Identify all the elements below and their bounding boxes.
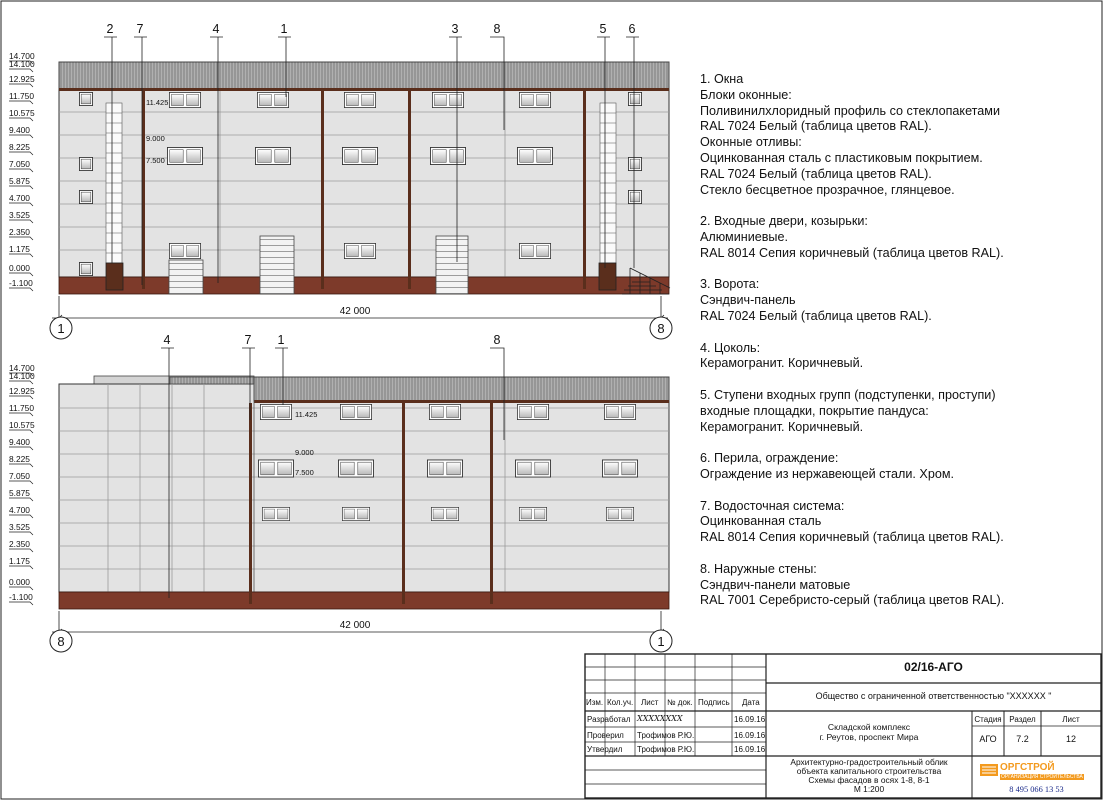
callout-number: 5 bbox=[599, 22, 607, 36]
height-mark: 9.000 bbox=[295, 448, 314, 457]
callout-number: 3 bbox=[451, 22, 459, 36]
organization: Общество с ограниченной ответственностью "XXXXXX " bbox=[815, 691, 1052, 701]
level-label: 4.700 bbox=[9, 193, 30, 203]
stage-header: Стадия bbox=[974, 715, 1002, 724]
role-approver: Утвердил bbox=[587, 745, 623, 754]
doc-code: 02/16-АГО bbox=[904, 660, 963, 674]
eave bbox=[254, 400, 669, 403]
elevation-top bbox=[9, 22, 672, 339]
col-data: Дата bbox=[742, 698, 760, 707]
level-label: 14.700 bbox=[9, 51, 35, 61]
legend-item bbox=[700, 214, 1095, 261]
legend-line: Поливинилхлоридный профиль со стеклопакетами bbox=[700, 103, 1000, 118]
col-podp: Подпись bbox=[698, 698, 730, 707]
legend-line: RAL 7024 Белый (таблица цветов RAL). bbox=[700, 119, 932, 134]
level-label: -1.100 bbox=[9, 592, 33, 602]
legend-line: 8. Наружные стены: bbox=[700, 561, 817, 576]
level-label: 3.525 bbox=[9, 210, 30, 220]
legend-line: RAL 7024 Белый (таблица цветов RAL). bbox=[700, 308, 932, 323]
level-label: 14.700 bbox=[9, 363, 35, 373]
name-approver: Трофимов Р.Ю. bbox=[637, 745, 695, 754]
level-label: 4.700 bbox=[9, 505, 30, 515]
axis-label: 8 bbox=[657, 321, 665, 336]
callout-number: 2 bbox=[106, 22, 114, 36]
callout-number: 8 bbox=[493, 22, 501, 36]
dimension-value: 42 000 bbox=[339, 306, 371, 317]
legend-line: 4. Цоколь: bbox=[700, 340, 761, 355]
height-mark: 11.425 bbox=[146, 98, 169, 107]
object-name: Складской комплекс bbox=[827, 722, 911, 732]
height-mark: 7.500 bbox=[146, 156, 165, 165]
level-label: 8.225 bbox=[9, 454, 30, 464]
axis-label: 1 bbox=[57, 321, 65, 336]
legend-line: 6. Перила, ограждение: bbox=[700, 451, 839, 466]
legend-line: Керамогранит. Коричневый. bbox=[700, 356, 864, 371]
drawing-desc-1: Архитектурно-градостроительный облик bbox=[790, 757, 948, 767]
legend-line: Оконные отливы: bbox=[700, 135, 802, 150]
roof bbox=[59, 62, 669, 89]
role-developer: Разработал bbox=[587, 715, 631, 724]
legend-line: Сэндвич-панель bbox=[700, 293, 796, 308]
date-approver: 16.09.16 bbox=[734, 745, 766, 754]
callout-number: 7 bbox=[136, 22, 144, 36]
legend-item bbox=[700, 72, 1095, 198]
legend-item bbox=[700, 388, 1095, 435]
gate-3 bbox=[436, 236, 468, 294]
level-label: 11.750 bbox=[9, 403, 34, 413]
legend-line: 5. Ступени входных групп (подступенки, проступи) bbox=[700, 387, 996, 402]
dimension-value: 42 000 bbox=[339, 620, 371, 631]
level-label: 5.875 bbox=[9, 176, 30, 186]
height-mark: 9.000 bbox=[146, 134, 165, 143]
company-phone: 8 495 066 13 53 bbox=[1009, 785, 1064, 794]
gate-1 bbox=[169, 260, 203, 294]
col-ndok: № док. bbox=[667, 698, 693, 707]
name-developer: XXXXXXXX bbox=[637, 714, 683, 723]
legend-line: RAL 8014 Сепия коричневый (таблица цветов RAL). bbox=[700, 530, 1004, 545]
legend-line: входные площадки, покрытие пандуса: bbox=[700, 403, 929, 418]
plinth bbox=[59, 592, 669, 609]
col-list: Лист bbox=[641, 698, 659, 707]
plinth bbox=[59, 277, 669, 294]
level-label: 12.925 bbox=[9, 386, 35, 396]
roof bbox=[170, 377, 254, 384]
legend-line: Оцинкованная сталь bbox=[700, 514, 822, 529]
legend-line: RAL 8014 Сепия коричневый (таблица цветов RAL). bbox=[700, 245, 1004, 260]
roof bbox=[254, 377, 669, 401]
level-label: 8.225 bbox=[9, 142, 30, 152]
level-label: 9.400 bbox=[9, 125, 30, 135]
level-label: 14.100 bbox=[9, 59, 35, 69]
level-label: 5.875 bbox=[9, 488, 30, 498]
level-label: 12.925 bbox=[9, 74, 35, 84]
gate-2 bbox=[260, 236, 294, 294]
sheet-header: Лист bbox=[1062, 715, 1080, 724]
legend-line: 2. Входные двери, козырьки: bbox=[700, 214, 868, 229]
level-label: 10.575 bbox=[9, 420, 35, 430]
callout-numbers bbox=[107, 22, 636, 36]
level-label: 1.175 bbox=[9, 244, 30, 254]
name-checker: Трофимов Р.Ю. bbox=[637, 731, 695, 740]
legend-line: 1. Окна bbox=[700, 72, 744, 86]
level-label: 3.525 bbox=[9, 522, 30, 532]
level-label: 0.000 bbox=[9, 577, 30, 587]
level-label: 10.575 bbox=[9, 108, 35, 118]
callout-number: 6 bbox=[628, 22, 636, 36]
section-value: 7.2 bbox=[1016, 734, 1029, 744]
callout-number: 4 bbox=[212, 22, 220, 36]
entrance-door-left bbox=[106, 263, 123, 290]
callout-number: 1 bbox=[277, 333, 285, 347]
date-developer: 16.09.16 bbox=[734, 715, 766, 724]
section-header: Раздел bbox=[1009, 715, 1036, 724]
drawing-scale: М 1:200 bbox=[853, 784, 885, 794]
company-logo-text: ОРГСТРОЙ bbox=[1000, 762, 1055, 773]
entrance-door-right bbox=[599, 263, 616, 290]
legend-line: Сэндвич-панели матовые bbox=[700, 577, 851, 592]
axis-label: 8 bbox=[57, 634, 65, 649]
level-label: 2.350 bbox=[9, 227, 30, 237]
height-mark: 7.500 bbox=[295, 468, 314, 477]
level-label: 11.750 bbox=[9, 91, 34, 101]
legend-item bbox=[700, 499, 1095, 546]
height-mark: 11.425 bbox=[295, 410, 318, 419]
callout-number: 7 bbox=[244, 333, 252, 347]
sheet-value: 12 bbox=[1065, 734, 1076, 744]
callout-number: 8 bbox=[493, 333, 501, 347]
level-label: 7.050 bbox=[9, 159, 30, 169]
material-legend bbox=[700, 72, 1095, 625]
stage-value: АГО bbox=[979, 734, 997, 744]
callout-number: 1 bbox=[280, 22, 288, 36]
legend-line: Блоки оконные: bbox=[700, 87, 792, 102]
callout-numbers bbox=[164, 333, 501, 347]
col-izm: Изм. bbox=[586, 698, 604, 707]
drawing-desc-3: Схемы фасадов в осях 1-8, 8-1 bbox=[808, 775, 930, 785]
legend-item bbox=[700, 562, 1095, 609]
callout-number: 4 bbox=[163, 333, 171, 347]
legend-line: Алюминиевые. bbox=[700, 229, 788, 244]
level-label: 7.050 bbox=[9, 471, 30, 481]
legend-line: Стекло бесцветное прозрачное, глянцевое. bbox=[700, 182, 955, 197]
level-label: 2.350 bbox=[9, 539, 30, 549]
legend-line: 3. Ворота: bbox=[700, 277, 760, 292]
col-kol: Кол.уч. bbox=[607, 698, 634, 707]
legend-line: Оцинкованная сталь с пластиковым покрытием. bbox=[700, 150, 983, 165]
legend-line: Керамогранит. Коричневый. bbox=[700, 419, 864, 434]
level-label: 14.100 bbox=[9, 371, 35, 381]
legend-line: Ограждение из нержавеющей стали. Хром. bbox=[700, 466, 954, 481]
role-checker: Проверил bbox=[587, 731, 624, 740]
level-label: 1.175 bbox=[9, 556, 30, 566]
level-label: -1.100 bbox=[9, 278, 33, 288]
legend-item bbox=[700, 451, 1095, 483]
company-logo-subtitle: ОРГАНИЗАЦИЯ СТРОИТЕЛЬСТВА bbox=[1001, 774, 1083, 780]
legend-item bbox=[700, 277, 1095, 324]
legend-line: 7. Водосточная система: bbox=[700, 498, 845, 513]
legend-line: RAL 7001 Серебристо-серый (таблица цветов RAL). bbox=[700, 593, 1005, 608]
axis-label: 1 bbox=[657, 634, 665, 649]
drawing-desc-2: объекта капитального строительства bbox=[796, 766, 942, 776]
eave bbox=[59, 88, 669, 91]
object-address: г. Реутов, проспект Мира bbox=[819, 732, 919, 742]
date-checker: 16.09.16 bbox=[734, 731, 766, 740]
level-labels bbox=[9, 51, 35, 288]
level-label: 0.000 bbox=[9, 263, 30, 273]
legend-item bbox=[700, 341, 1095, 373]
ogstroy-logo-mark bbox=[980, 764, 998, 776]
elevation-bottom bbox=[9, 333, 672, 652]
legend-line: RAL 7024 Белый (таблица цветов RAL). bbox=[700, 166, 932, 181]
level-label: 9.400 bbox=[9, 437, 30, 447]
